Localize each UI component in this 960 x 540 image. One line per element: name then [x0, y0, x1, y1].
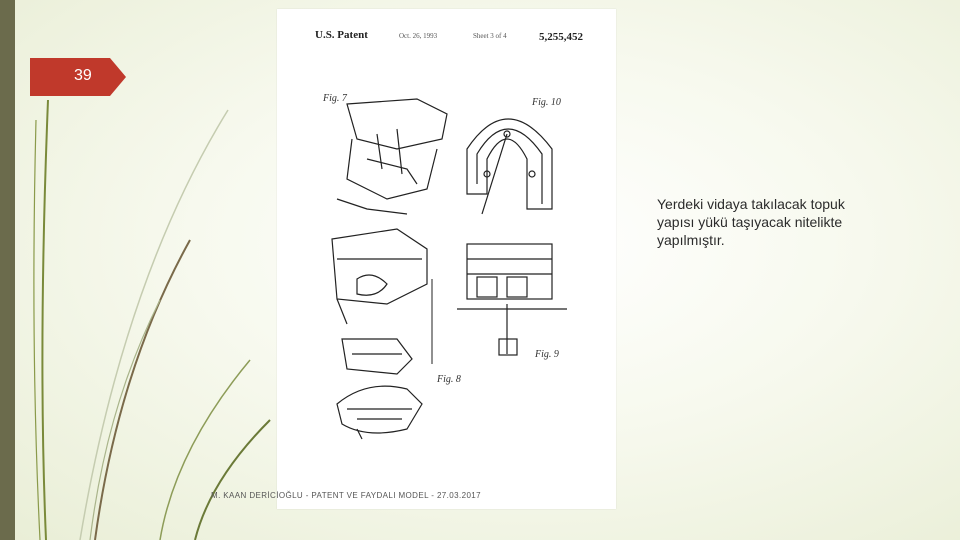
patent-number: 5,255,452	[539, 31, 583, 43]
technical-drawing	[277, 9, 616, 509]
patent-drawing-image	[277, 9, 616, 509]
patent-sheet: Sheet 3 of 4	[473, 32, 507, 40]
fig-9-label: Fig. 9	[535, 349, 559, 360]
fig-7-label: Fig. 7	[323, 93, 347, 104]
slide-number: 39	[74, 67, 92, 84]
patent-title: U.S. Patent	[315, 29, 368, 41]
fig-8-label: Fig. 8	[437, 374, 461, 385]
slide-footer: M. KAAN DERİCİOĞLU - PATENT VE FAYDALI MODEL - 27.03.2017	[211, 491, 481, 500]
slide-body-text: Yerdeki vidaya takılacak topuk yapısı yükü taşıyacak nitelikte yapılmıştır.	[657, 196, 845, 248]
patent-date: Oct. 26, 1993	[399, 32, 438, 40]
slide-number-tag	[30, 58, 126, 96]
fig-10-label: Fig. 10	[532, 97, 561, 108]
